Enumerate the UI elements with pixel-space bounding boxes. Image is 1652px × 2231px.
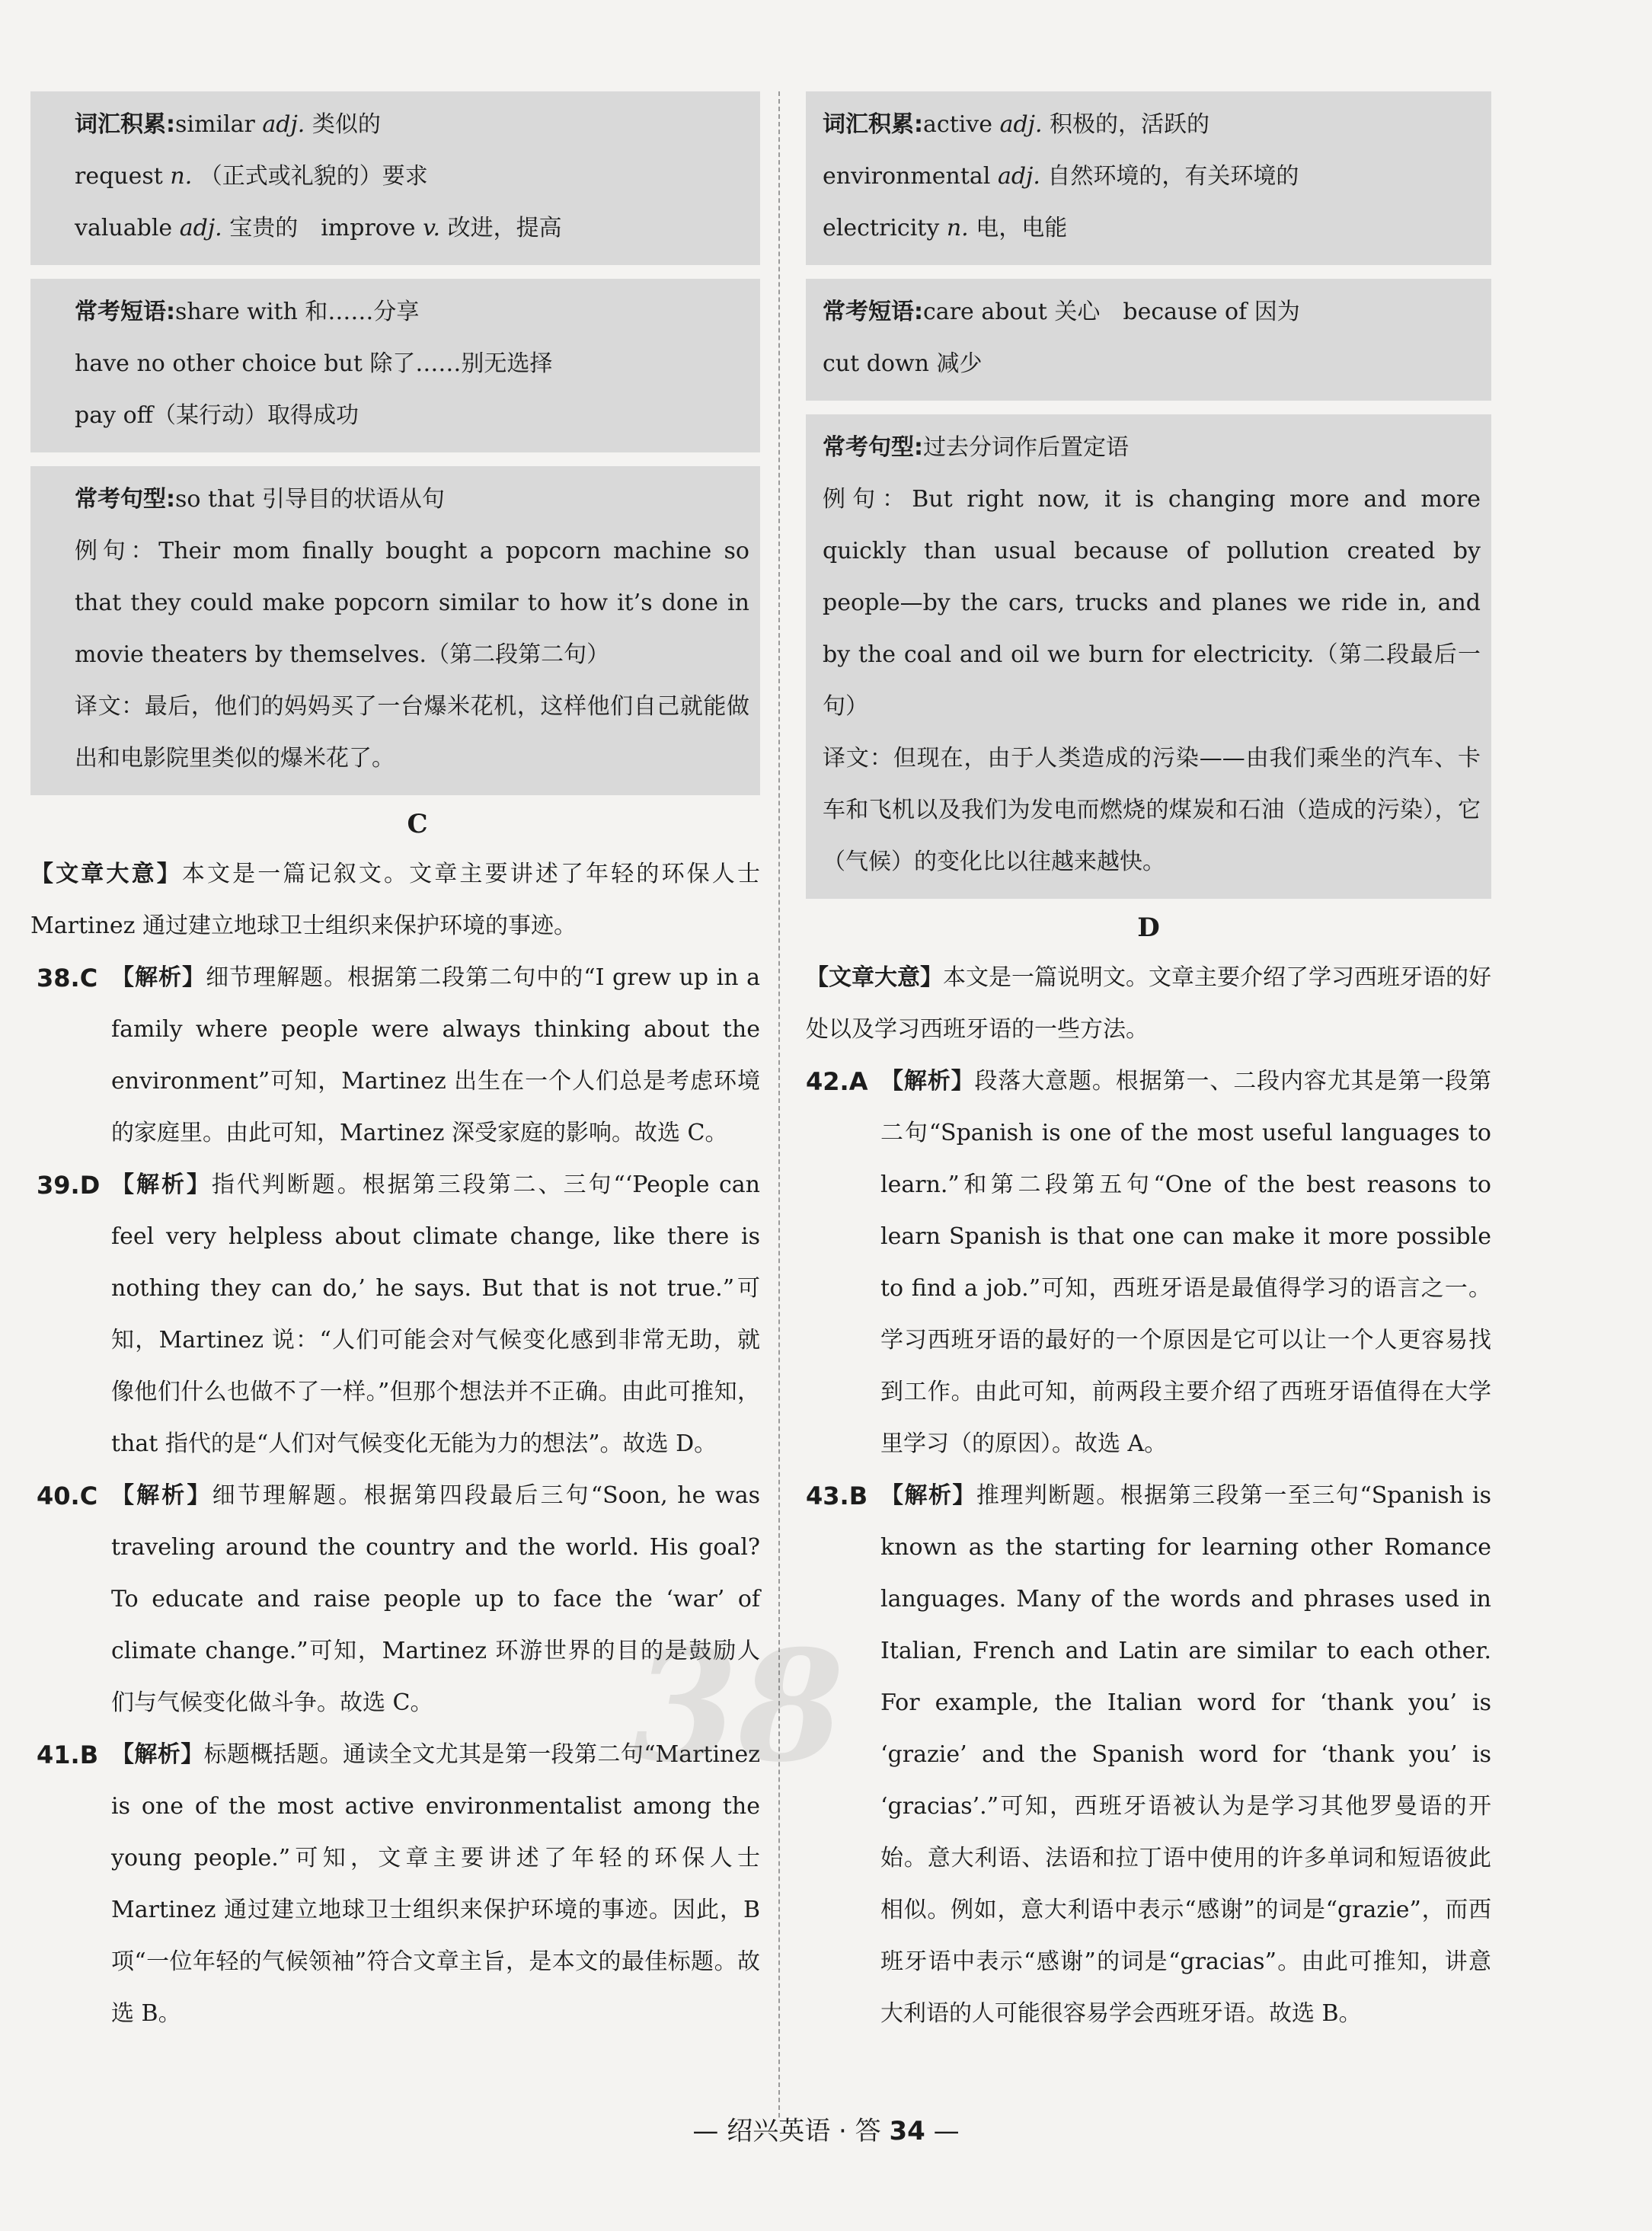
article-summary-d: 【文章大意】本文是一篇说明文。文章主要介绍了学习西班牙语的好处以及学习西班牙语的一些方法。 [806, 964, 1491, 1043]
page-number: 34 [889, 2116, 925, 2146]
section-letter-d: D [1137, 913, 1160, 943]
answer-item: 42.A 【解析】段落大意题。根据第一、二段内容尤其是第一段第二句“Spanish is one of the most useful languages to learn.”和第二段第五句“One of the best reasons to learn Spanish is that one can make it more possible to find a job.”可知，西班牙语是最值得学习的语言之一。学习西班牙语的最好的一个原因是它可以让一个人更容易找到工作。由此可知，前两段主要介绍了西班牙语值得在大学里学习（的原因）。故选 A。 [806, 1067, 1492, 1457]
answer-item: 43.B 【解析】推理判断题。根据第三段第一至三句“Spanish is known as the starting for learning other Romance languages. Many of the words and phrases used in Italian, French and Latin are similar to each other. For example, the Italian word for ‘thank you’ is ‘grazie’ and the Spanish word for ‘thank you’ is ‘gracias’.”可知，西班牙语被认为是学习其他罗曼语的开始。意大利语、法语和拉丁语中使用的许多单词和短语彼此相似。例如，意大利语中表示“感谢”的词是“grazie”，而西班牙语中表示“感谢”的词是“gracias”。由此可推知，讲意大利语的人可能很容易学会西班牙语。故选 B。 [806, 1481, 1492, 2027]
answer-item: 41.B 【解析】标题概括题。通读全文尤其是第一段第二句“Martinez is one of the most active environmentalist among the young people.”可知，文章主要讲述了年轻的环保人士 Martinez 通过建立地球卫士组织来保护环境的事迹。因此，B 项“一位年轻的气候领袖”符合文章主旨，是本文的最佳标题。故选 B。 [37, 1740, 761, 2027]
sentence-box-left: 常考句型:so that 引导目的状语从句 例句：Their mom finally bought a popcorn machine so that they could make popcorn similar to how it’s done in movie theaters by themselves.（第二段第二句） 译文：最后，他们的妈妈买了一台爆米花机，这样他们自己就能做出和电影院里类似的爆米花了。 [30, 466, 760, 795]
column-divider [778, 91, 780, 2118]
answer-item: 40.C 【解析】细节理解题。根据第四段最后三句“Soon, he was traveling around the country and the world. His goal? To educate and raise people up to face the ‘war’ of climate change.”可知，Martinez 环游世界的目的是鼓励人们与气候变化做斗争。故选 C。 [37, 1481, 760, 1716]
article-summary-c: 【文章大意】本文是一篇记叙文。文章主要讲述了年轻的环保人士 Martinez 通过建立地球卫士组织来保护环境的事迹。 [30, 861, 761, 939]
sentence-box-right: 常考句型:过去分词作后置定语 例句：But right now, it is changing more and more quickly than usual because of pollution created by people—by the cars, trucks and planes we ride in, and by the coal and oil we burn for electricity.（第二段最后一句） 译文：但现在，由于人类造成的污染——由我们乘坐的汽车、卡车和飞机以及我们为发电而燃烧的煤炭和石油（造成的污染），它（气候）的变化比以往越来越快。 [806, 414, 1491, 899]
section-letter-c: C [407, 809, 428, 839]
vocab-box-left: 词汇积累:similar adj. 类似的 request n. （正式或礼貌的）要求 valuable adj. 宝贵的 improve v. 改进，提高 [30, 91, 760, 265]
page-footer: — 绍兴英语 · 答 34 — [692, 2116, 960, 2146]
vocab-box-right: 词汇积累:active adj. 积极的，活跃的 environmental adj. 自然环境的，有关环境的 electricity n. 电，电能 [806, 91, 1491, 265]
phrase-box-right: 常考短语:care about 关心 because of 因为 cut down 减少 [806, 279, 1491, 401]
watermark-text: 38 [632, 1617, 845, 1796]
answer-item: 39.D 【解析】指代判断题。根据第三段第二、三句“‘People can feel very helpless about climate change, like there is nothing they can do,’ he says. But that is not true.”可知，Martinez 说：“人们可能会对气候变化感到非常无助，就像他们什么也做不了一样。”但那个想法并不正确。由此可推知，that 指代的是“人们对气候变化无能为力的想法”。故选 D。 [37, 1171, 761, 1457]
left-column [30, 91, 761, 2040]
phrase-box-left: 常考短语:share with 和……分享 have no other choice but 除了……别无选择 pay off（某行动）取得成功 [30, 279, 760, 452]
right-column [806, 91, 1491, 2040]
answer-item: 38.C 【解析】细节理解题。根据第二段第二句中的“I grew up in a family where people were always thinking about the environment”可知，Martinez 出生在一个人们总是考虑环境的家庭里。由此可知，Martinez 深受家庭的影响。故选 C。 [37, 964, 760, 1146]
